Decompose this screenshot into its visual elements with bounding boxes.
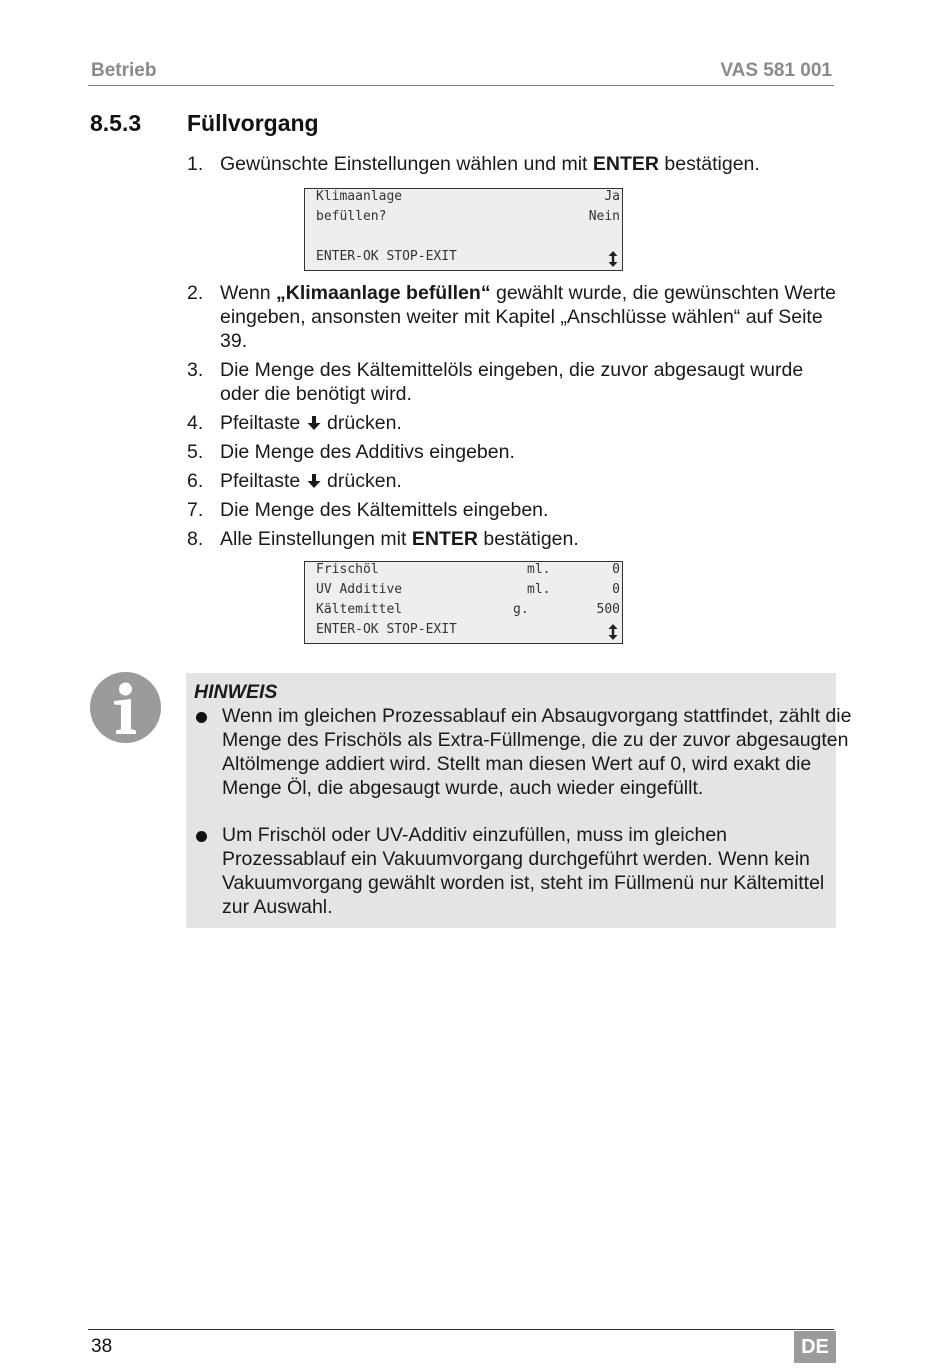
lcd-value: 500 bbox=[596, 602, 620, 617]
lcd-text: Klimaanlage bbox=[316, 189, 403, 204]
steps-list-b bbox=[187, 281, 837, 556]
step-item: 6. Pfeiltaste drücken. bbox=[187, 470, 402, 492]
arrow-down-icon bbox=[306, 415, 322, 431]
section-number: 8.5.3 bbox=[90, 110, 142, 136]
info-icon bbox=[90, 672, 161, 743]
lcd-label: Kältemittel bbox=[316, 602, 403, 617]
step-item: 2. Wenn „Klimaanlage befüllen“ gewählt wurde, die gewünschten Werte eingeben, ansonsten weiter mit Kapitel „Anschlüsse wählen“ auf Seite 39. bbox=[187, 282, 836, 352]
lcd-unit: g. bbox=[513, 602, 529, 617]
lcd-unit: ml. bbox=[527, 562, 551, 577]
bullet-dot-icon bbox=[196, 831, 207, 842]
lcd-option-no: Nein bbox=[588, 209, 620, 224]
lcd-text: befüllen? bbox=[316, 209, 387, 224]
step-item: 5. Die Menge des Additivs eingeben. bbox=[187, 441, 515, 463]
lcd-footer: ENTER-OK STOP-EXIT bbox=[316, 622, 457, 637]
lcd-display-fill-prompt bbox=[304, 188, 623, 271]
lcd-label: UV Additive bbox=[316, 582, 403, 597]
note-box bbox=[186, 673, 852, 928]
lcd-value: 0 bbox=[612, 582, 620, 597]
lcd-display-fill-values bbox=[304, 561, 623, 644]
step-item: 3. Die Menge des Kältemittelöls eingeben, die zuvor abgesaugt wurde oder die benötigt wird. bbox=[187, 359, 804, 405]
lcd-footer: ENTER-OK STOP-EXIT bbox=[316, 249, 457, 264]
lcd-label: Frischöl bbox=[316, 562, 379, 577]
page-number: 38 bbox=[91, 1336, 113, 1357]
header-product: VAS 581 001 bbox=[720, 60, 832, 81]
up-down-arrow-icon bbox=[608, 251, 618, 267]
lcd-option-yes: Ja bbox=[604, 189, 620, 204]
up-down-arrow-icon bbox=[608, 624, 618, 640]
step-item: 8. Alle Einstellungen mit ENTER bestätigen. bbox=[187, 528, 579, 550]
steps-list-a bbox=[187, 152, 837, 181]
arrow-down-icon bbox=[306, 473, 322, 489]
step-item: 4. Pfeiltaste drücken. bbox=[187, 412, 402, 434]
step-item: 7. Die Menge des Kältemittels eingeben. bbox=[187, 499, 549, 521]
language-badge: DE bbox=[794, 1331, 836, 1363]
header-divider bbox=[88, 85, 834, 86]
step-item: 1. Gewünschte Einstellungen wählen und mit ENTER bestätigen. bbox=[187, 153, 760, 175]
bullet-dot-icon bbox=[196, 712, 207, 723]
lcd-unit: ml. bbox=[527, 582, 551, 597]
footer-divider bbox=[88, 1329, 834, 1330]
section-title: Füllvorgang bbox=[187, 110, 319, 136]
note-bullet: Wenn im gleichen Prozessablauf ein Absaugvorgang stattfindet, zählt die Menge des Frischöls als Extra-Füllmenge, die zu der zuvor abgesaugten Altölmenge addiert wird. Stellt man diesen Wert auf 0, wird exakt die Menge Öl, die abgesaugt wurde, auch wieder eingefüllt. bbox=[194, 704, 852, 800]
lcd-value: 0 bbox=[612, 562, 620, 577]
header-section: Betrieb bbox=[91, 60, 157, 81]
note-bullet: Um Frischöl oder UV-Additiv einzufüllen, muss im gleichen Prozessablauf ein Vakuumvorgang durchgeführt werden. Wenn kein Vakuumvorgang gewählt worden ist, steht im Füllmenü nur Kältemittel zur Auswahl. bbox=[194, 823, 852, 919]
note-title: HINWEIS bbox=[194, 681, 278, 703]
